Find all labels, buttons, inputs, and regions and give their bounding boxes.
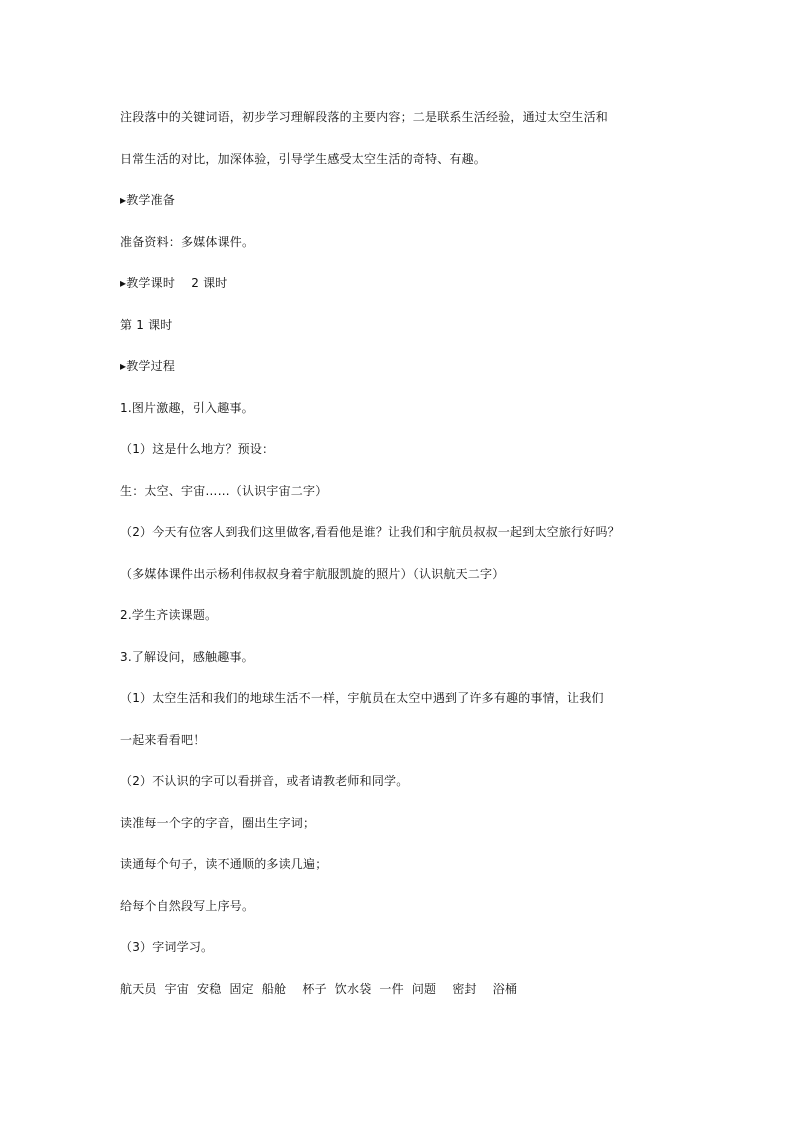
lesson-number: 第 1 课时: [120, 318, 173, 332]
step-3-item-2: （2）不认识的字可以看拼音，或者请教老师和同学。: [120, 774, 409, 788]
step-1-student-answer: 生：太空、宇宙……（认识宇宙二字）: [120, 484, 328, 498]
step-3-item-3: （3）字词学习。: [120, 940, 214, 954]
step-1-question-2: （2）今天有位客人到我们这里做客,看看他是谁？让我们和宇航员叔叔一起到太空旅行好吗？: [120, 525, 620, 539]
step-1-question-1: （1）这是什么地方？预设：: [120, 442, 275, 456]
reading-task-3: 给每个自然段写上序号。: [120, 899, 255, 913]
paragraph-line-objective-end: 日常生活的对比，加深体验，引导学生感受太空生活的奇特、有趣。: [120, 152, 487, 166]
section-heading-process: ▸教学过程: [120, 359, 176, 373]
step-3-item-1: （1）太空生活和我们的地球生活不一样，宇航员在太空中遇到了许多有趣的事情，让我们: [120, 691, 604, 705]
step-1-multimedia-note: （多媒体课件出示杨利伟叔叔身着宇航服凯旋的照片）（认识航天二字）: [120, 567, 505, 581]
step-3-item-1-end: 一起来看看吧！: [120, 733, 206, 747]
step-2-heading: 2.学生齐读课题。: [120, 608, 218, 622]
vocabulary-list: 航天员 宇宙 安稳 固定 船舱 杯子 饮水袋 一件 问题 密封 浴桶: [120, 982, 518, 996]
reading-task-1: 读准每一个字的字音，圈出生字词；: [120, 816, 316, 830]
section-heading-class-hours: ▸教学课时 2 课时: [120, 276, 228, 290]
paragraph-line-objective-continued: 注段落中的关键词语，初步学习理解段落的主要内容；二是联系生活经验，通过太空生活和: [120, 110, 609, 124]
preparation-materials: 准备资料：多媒体课件。: [120, 235, 255, 249]
step-1-heading: 1.图片激趣，引入趣事。: [120, 401, 254, 415]
step-3-heading: 3.了解设问，感触趣事。: [120, 650, 254, 664]
reading-task-2: 读通每个句子，读不通顺的多读几遍；: [120, 857, 328, 871]
section-heading-preparation: ▸教学准备: [120, 193, 176, 207]
